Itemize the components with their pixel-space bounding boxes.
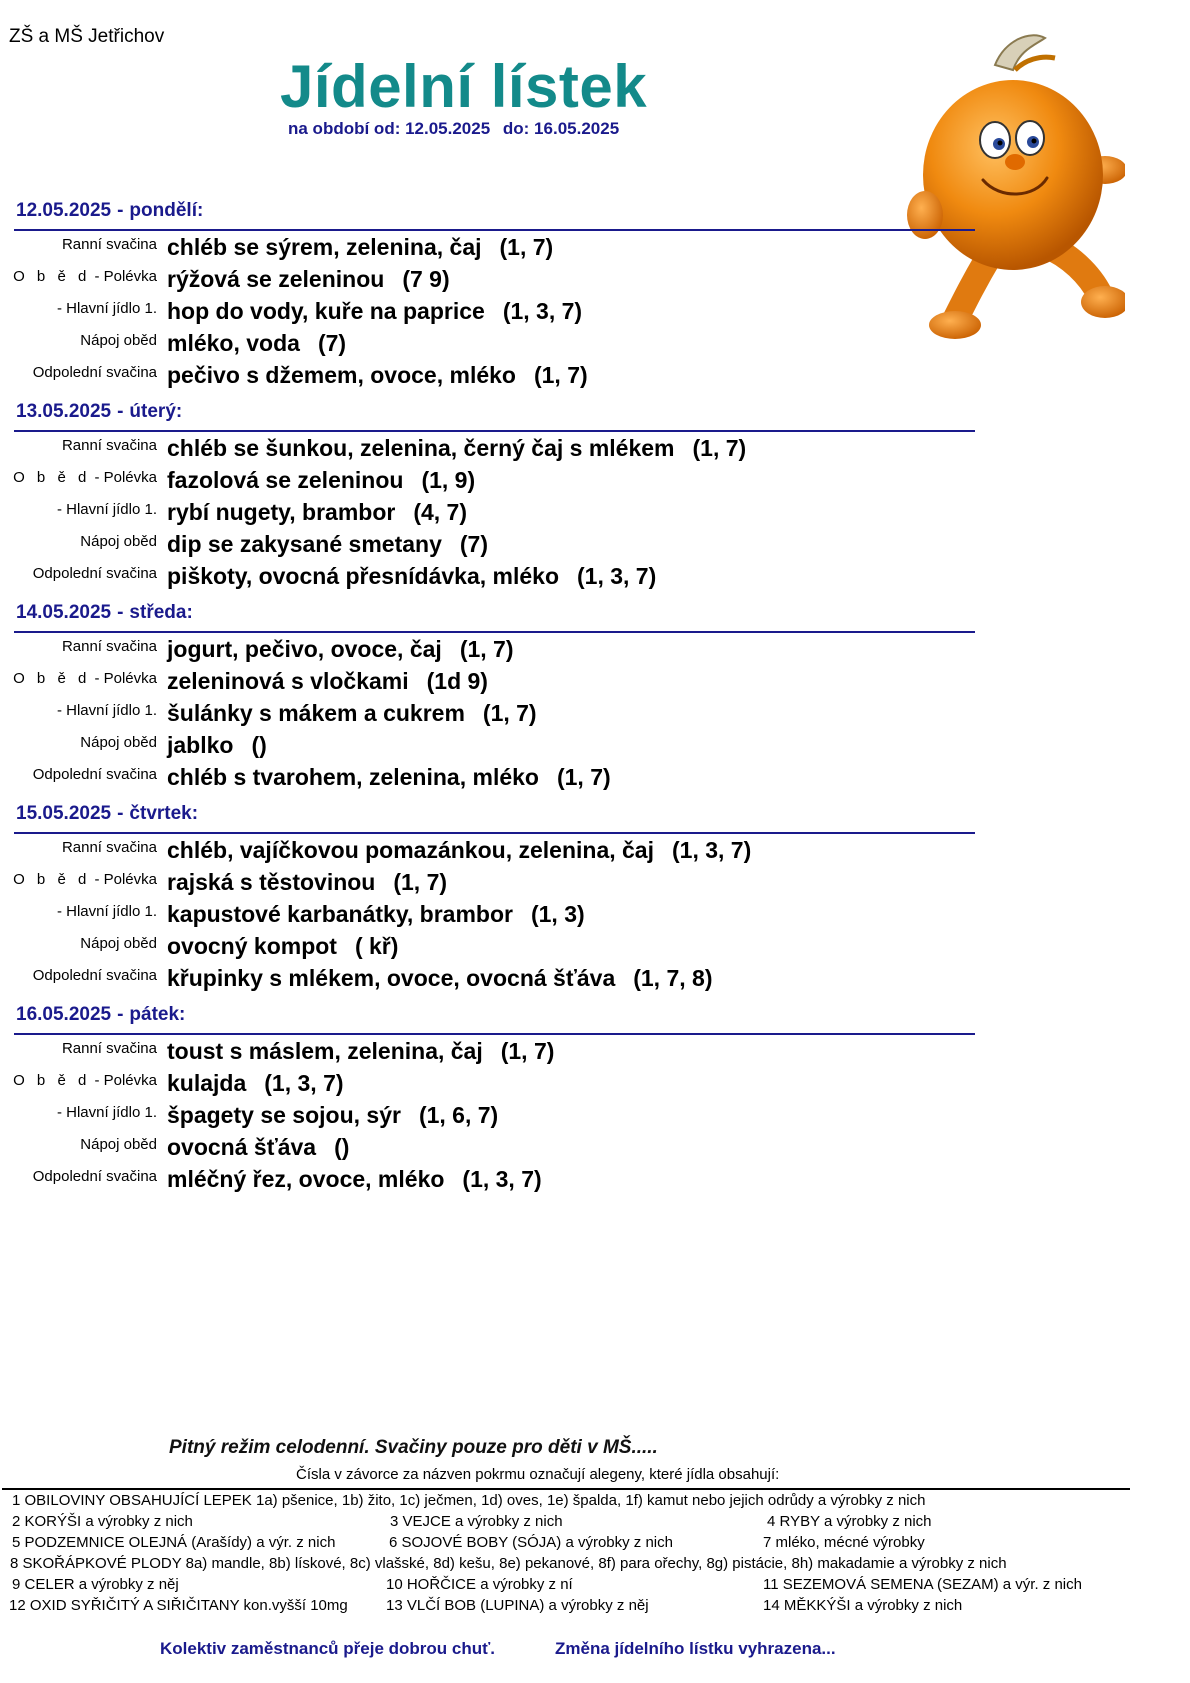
day-name: středa:	[129, 602, 193, 623]
footer-divider	[2, 1488, 1130, 1490]
meal-row-morning	[0, 837, 980, 867]
allergen-item: 13 VLČÍ BOB (LUPINA) a výrobky z něj	[386, 1597, 649, 1614]
day-name: úterý:	[129, 401, 183, 422]
meal-label: Ranní svačina	[61, 839, 157, 856]
day-section	[0, 401, 980, 602]
meal-dish: rybí nugety, brambor (4, 7)	[167, 499, 468, 525]
meal-label: - Hlavní jídlo 1.	[56, 300, 157, 317]
allergen-item: 11 SEZEMOVÁ SEMENA (SEZAM) a výr. z nich	[763, 1576, 1082, 1593]
meal-row-afternoon	[0, 1166, 980, 1196]
meal-label: Nápoj oběd	[80, 533, 157, 550]
meal-row-afternoon	[0, 965, 980, 995]
meal-label: Odpolední svačina	[32, 565, 157, 582]
day-divider	[14, 631, 975, 633]
meal-dish: kapustové karbanátky, brambor (1, 3)	[167, 901, 585, 927]
meal-row-afternoon	[0, 764, 980, 794]
meal-dish: kulajda (1, 3, 7)	[167, 1070, 344, 1096]
meal-dish: rajská s těstovinou (1, 7)	[167, 869, 448, 895]
meal-row-soup	[0, 467, 980, 497]
day-header: 15.05.2025 - čtvrtek:	[16, 803, 199, 824]
allergen-codes: (1, 9)	[421, 467, 476, 493]
allergen-codes: (1, 3, 7)	[264, 1070, 344, 1096]
allergen-legend	[9, 1492, 1152, 1618]
allergen-codes: ( kř)	[354, 933, 399, 959]
day-header: 13.05.2025 - úterý:	[16, 401, 183, 422]
meal-label: - Hlavní jídlo 1.	[56, 501, 157, 518]
allergen-item: 12 OXID SYŘIČITÝ A SIŘIČITANY kon.vyšší 10mg	[9, 1597, 348, 1614]
meal-row-morning	[0, 234, 980, 264]
meal-row-main	[0, 901, 980, 931]
period-to: do: 16.05.2025	[502, 119, 620, 138]
meal-label: Odpolední svačina	[32, 766, 157, 783]
meal-row-main	[0, 700, 980, 730]
allergen-item: 3 VEJCE a výrobky z nich	[390, 1513, 563, 1530]
allergen-codes: (1, 7)	[499, 234, 554, 260]
allergen-codes: (7)	[459, 531, 488, 557]
meal-dish: jogurt, pečivo, ovoce, čaj (1, 7)	[167, 636, 514, 662]
meal-row-main	[0, 298, 980, 328]
meal-label: Ranní svačina	[61, 236, 157, 253]
meal-label: Ranní svačina	[61, 1040, 157, 1057]
meal-dish: piškoty, ovocná přesnídávka, mléko (1, 3, 7)	[167, 563, 657, 589]
day-section	[0, 803, 980, 1004]
meal-dish: pečivo s džemem, ovoce, mléko (1, 7)	[167, 362, 588, 388]
meal-row-soup	[0, 668, 980, 698]
allergen-line	[12, 1492, 1152, 1513]
meal-row-main	[0, 1102, 980, 1132]
day-date: 14.05.2025	[16, 602, 112, 623]
footer-wish: Kolektiv zaměstnanců přeje dobrou chuť.	[160, 1639, 495, 1658]
day-divider	[14, 229, 975, 231]
meal-label: Nápoj oběd	[80, 935, 157, 952]
allergen-line	[12, 1576, 1152, 1597]
footer-change-note: Změna jídelního lístku vyhrazena...	[555, 1639, 836, 1658]
meal-dish: ovocná šťáva ()	[167, 1134, 350, 1160]
meal-label: Nápoj oběd	[80, 734, 157, 751]
day-section	[0, 200, 980, 401]
day-divider	[14, 430, 975, 432]
day-divider	[14, 1033, 975, 1035]
meal-row-soup	[0, 1070, 980, 1100]
meal-dish: hop do vody, kuře na paprice (1, 3, 7)	[167, 298, 583, 324]
allergen-item: 10 HOŘČICE a výrobky z ní	[386, 1576, 573, 1593]
meal-row-soup	[0, 869, 980, 899]
allergen-item: 9 CELER a výrobky z něj	[12, 1576, 179, 1593]
meal-label: Nápoj oběd	[80, 332, 157, 349]
allergen-item: 1 OBILOVINY OBSAHUJÍCÍ LEPEK 1a) pšenice, 1b) žito, 1c) ječmen, 1d) oves, 1e) špalda, 1f) kamut nebo jejich odrůdy a výrobky z nich	[12, 1492, 926, 1509]
meal-row-drink	[0, 531, 980, 561]
meal-row-morning	[0, 435, 980, 465]
allergen-codes: (1, 7)	[459, 636, 514, 662]
day-date: 16.05.2025	[16, 1004, 112, 1025]
meal-row-morning	[0, 636, 980, 666]
meal-label: - Hlavní jídlo 1.	[56, 702, 157, 719]
meal-dish: rýžová se zeleninou (7 9)	[167, 266, 450, 292]
meal-row-drink	[0, 330, 980, 360]
meal-row-drink	[0, 732, 980, 762]
drinking-regime-note: Pitný režim celodenní. Svačiny pouze pro děti v MŠ.....	[169, 1437, 658, 1458]
allergen-intro: Čísla v závorce za názven pokrmu označují alegeny, které jídla obsahují:	[296, 1466, 780, 1483]
allergen-codes: (1, 3, 7)	[672, 837, 752, 863]
day-date: 15.05.2025	[16, 803, 112, 824]
meal-dish: chléb s tvarohem, zelenina, mléko (1, 7)	[167, 764, 611, 790]
allergen-codes: (4, 7)	[413, 499, 468, 525]
day-header: 16.05.2025 - pátek:	[16, 1004, 186, 1025]
meal-row-drink	[0, 933, 980, 963]
meal-dish: ovocný kompot ( kř)	[167, 933, 399, 959]
school-name: ZŠ a MŠ Jetřichov	[9, 26, 165, 47]
meal-label: O b ě d - Polévka	[13, 1072, 157, 1089]
allergen-codes: (1, 7)	[500, 1038, 555, 1064]
period-from: na období od: 12.05.2025	[288, 119, 491, 138]
meal-dish: dip se zakysané smetany (7)	[167, 531, 488, 557]
meal-label: Odpolední svačina	[32, 364, 157, 381]
allergen-codes: ()	[251, 732, 267, 758]
meal-dish: špagety se sojou, sýr (1, 6, 7)	[167, 1102, 499, 1128]
allergen-item: 14 MĚKKÝŠI a výrobky z nich	[763, 1597, 963, 1614]
meal-label: O b ě d - Polévka	[13, 670, 157, 687]
meal-row-afternoon	[0, 362, 980, 392]
meal-dish: chléb, vajíčkovou pomazánkou, zelenina, čaj (1, 3, 7)	[167, 837, 752, 863]
allergen-item: 7 mléko, mécné výrobky	[763, 1534, 925, 1551]
allergen-codes: (1, 3, 7)	[577, 563, 657, 589]
meal-row-morning	[0, 1038, 980, 1068]
meal-label: Ranní svačina	[61, 638, 157, 655]
day-date: 13.05.2025	[16, 401, 112, 422]
allergen-codes: (1, 7)	[482, 700, 537, 726]
meal-dish: toust s máslem, zelenina, čaj (1, 7)	[167, 1038, 555, 1064]
day-divider	[14, 832, 975, 834]
allergen-codes: (1, 6, 7)	[418, 1102, 499, 1128]
meal-row-drink	[0, 1134, 980, 1164]
allergen-codes: ()	[334, 1134, 350, 1160]
meal-dish: zeleninová s vločkami (1d 9)	[167, 668, 488, 694]
meal-label: Odpolední svačina	[32, 1168, 157, 1185]
allergen-codes: (1, 7, 8)	[633, 965, 713, 991]
meal-dish: mléko, voda (7)	[167, 330, 347, 356]
meal-dish: mléčný řez, ovoce, mléko (1, 3, 7)	[167, 1166, 542, 1192]
allergen-item: 2 KORÝŠI a výrobky z nich	[12, 1513, 193, 1530]
meal-label: - Hlavní jídlo 1.	[56, 903, 157, 920]
day-name: čtvrtek:	[129, 803, 199, 824]
menu-period	[288, 119, 627, 139]
meal-label: Odpolední svačina	[32, 967, 157, 984]
day-name: pondělí:	[129, 200, 204, 221]
allergen-line	[12, 1513, 1152, 1534]
meal-label: - Hlavní jídlo 1.	[56, 1104, 157, 1121]
meal-dish: fazolová se zeleninou (1, 9)	[167, 467, 476, 493]
meal-dish: jablko ()	[167, 732, 267, 758]
allergen-line	[12, 1555, 1152, 1576]
meal-label: O b ě d - Polévka	[13, 268, 157, 285]
meal-label: O b ě d - Polévka	[13, 469, 157, 486]
allergen-codes: (1, 7)	[393, 869, 448, 895]
allergen-item: 6 SOJOVÉ BOBY (SÓJA) a výrobky z nich	[389, 1534, 673, 1551]
allergen-codes: (7 9)	[402, 266, 450, 292]
day-section	[0, 1004, 980, 1205]
meal-dish: chléb se sýrem, zelenina, čaj (1, 7)	[167, 234, 554, 260]
allergen-line	[12, 1534, 1152, 1555]
day-section	[0, 602, 980, 803]
day-header: 14.05.2025 - středa:	[16, 602, 193, 623]
allergen-item: 4 RYBY a výrobky z nich	[767, 1513, 932, 1530]
allergen-codes: (7)	[317, 330, 347, 356]
day-header: 12.05.2025 - pondělí:	[16, 200, 204, 221]
allergen-line	[9, 1597, 1152, 1618]
weekly-menu	[0, 200, 980, 1205]
meal-dish: chléb se šunkou, zelenina, černý čaj s mlékem (1, 7)	[167, 435, 747, 461]
page-title: Jídelní lístek	[280, 53, 648, 120]
meal-dish: šulánky s mákem a cukrem (1, 7)	[167, 700, 537, 726]
allergen-codes: (1, 7)	[692, 435, 747, 461]
meal-row-soup	[0, 266, 980, 296]
allergen-codes: (1, 7)	[556, 764, 611, 790]
meal-dish: křupinky s mlékem, ovoce, ovocná šťáva (1, 7, 8)	[167, 965, 713, 991]
day-name: pátek:	[129, 1004, 186, 1025]
meal-row-main	[0, 499, 980, 529]
day-date: 12.05.2025	[16, 200, 112, 221]
allergen-codes: (1, 7)	[533, 362, 588, 388]
meal-label: O b ě d - Polévka	[13, 871, 157, 888]
allergen-codes: (1, 3, 7)	[502, 298, 583, 324]
allergen-codes: (1, 3)	[530, 901, 585, 927]
allergen-codes: (1, 3, 7)	[462, 1166, 542, 1192]
allergen-item: 8 SKOŘÁPKOVÉ PLODY 8a) mandle, 8b) lískové, 8c) vlašské, 8d) kešu, 8e) pekanové, 8f) para ořechy, 8g) pistácie, 8h) makadamie a výrobky z nich	[10, 1555, 1007, 1572]
allergen-item: 5 PODZEMNICE OLEJNÁ (Arašídy) a výr. z nich	[12, 1534, 336, 1551]
meal-label: Ranní svačina	[61, 437, 157, 454]
meal-row-afternoon	[0, 563, 980, 593]
meal-label: Nápoj oběd	[80, 1136, 157, 1153]
allergen-codes: (1d 9)	[426, 668, 488, 694]
